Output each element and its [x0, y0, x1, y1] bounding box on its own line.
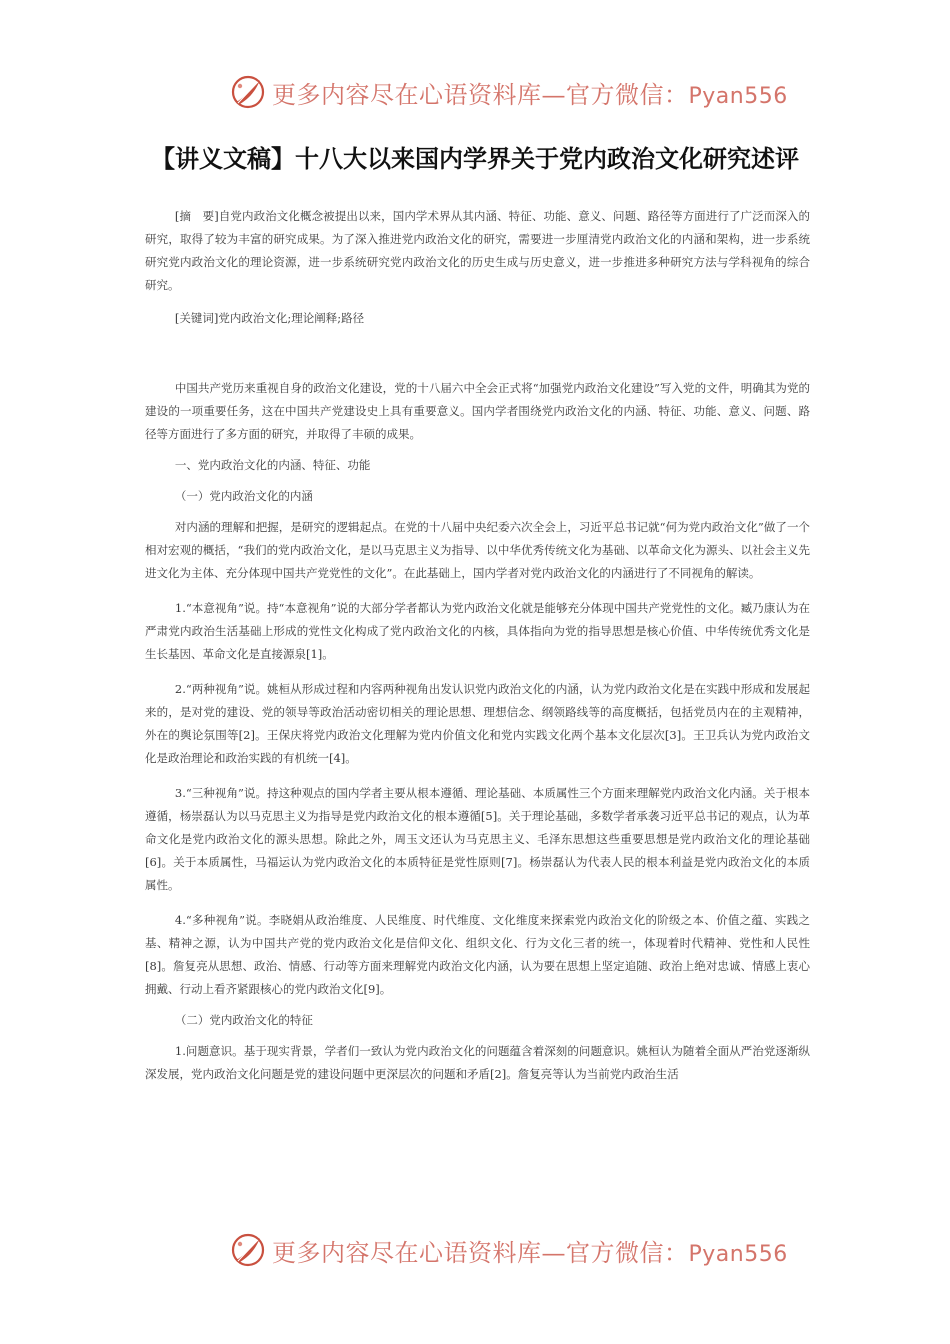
- leaf-pen-logo-icon: [228, 1230, 268, 1270]
- paragraph-feature-1: 1.问题意识。基于现实背景，学者们一致认为党内政治文化的问题蕴含着深刻的问题意识。姚桓认为随着全面从严治党逐渐纵深发展，党内政治文化问题是党的建设问题中更深层次的问题和矛盾[2]。詹复亮等认为当前党内政治生活: [145, 1044, 810, 1081]
- footer-banner: [228, 1228, 788, 1272]
- section-heading-1: 一、党内政治文化的内涵、特征、功能: [174, 458, 371, 472]
- paragraph-view-1: 1.“本意视角”说。持“本意视角”说的大部分学者都认为党内政治文化就是能够充分体现中国共产党党性的文化。臧乃康认为在严肃党内政治生活基础上形成的党性文化构成了党内政治文化的内核，具体指向为党的指导思想是核心价值、中华传统优秀文化是生长基因、革命文化是直接源泉[1]。: [145, 601, 810, 661]
- banner-slogan: 更多内容尽在心语资料库—官方微信：: [272, 1238, 689, 1267]
- document-body: [145, 205, 810, 1086]
- banner-slogan: 更多内容尽在心语资料库—官方微信：: [272, 80, 689, 109]
- abstract-paragraph: [摘 要]自党内政治文化概念被提出以来，国内学术界从其内涵、特征、功能、意义、问题、路径等方面进行了广泛而深入的研究，取得了较为丰富的研究成果。为了深入推进党内政治文化的研究，需要进一步厘清党内政治文化的内涵和架构，进一步系统研究党内政治文化的理论资源，进一步系统研究党内政治文化的历史生成与历史意义，进一步推进多种研究方法与学科视角的综合研究。: [145, 209, 810, 292]
- leaf-pen-logo-icon: [228, 72, 268, 112]
- subsection-heading-1: （一）党内政治文化的内涵: [174, 489, 313, 503]
- paragraph-view-3: 3.“三种视角”说。持这种观点的国内学者主要从根本遵循、理论基础、本质属性三个方面来理解党内政治文化内涵。关于根本遵循，杨崇磊认为以马克思主义为指导是党内政治文化的根本遵循[5]。关于理论基础，多数学者承袭习近平总书记的观点，认为革命文化是党内政治文化的源头思想。除此之外，周玉文还认为马克思主义、毛泽东思想这些重要思想是党内政治文化的理论基础[6]。关于本质属性，马福运认为党内政治文化的本质特征是党性原则[7]。杨崇磊认为代表人民的根本利益是党内政治文化的本质属性。: [145, 786, 810, 892]
- keywords-line: [关键词]党内政治文化;理论阐释;路径: [174, 311, 365, 325]
- paragraph-view-2: 2.“两种视角”说。姚桓从形成过程和内容两种视角出发认识党内政治文化的内涵，认为党内政治文化是在实践中形成和发展起来的，是对党的建设、党的领导等政治活动密切相关的理论思想、理想信念、纲领路线等的高度概括，包括党员内在的主观精神，外在的舆论氛围等[2]。王保庆将党内政治文化理解为党内价值文化和党内实践文化两个基本文化层次[3]。王卫兵认为党内政治文化是政治理论和政治实践的有机统一[4]。: [145, 682, 810, 765]
- banner-text: [272, 1233, 788, 1268]
- banner-brand: Pyan556: [688, 1241, 788, 1267]
- header-banner: [228, 70, 788, 114]
- document-title: 【讲义文稿】十八大以来国内学界关于党内政治文化研究述评: [151, 145, 799, 173]
- banner-text: [272, 75, 788, 110]
- subsection-heading-2: （二）党内政治文化的特征: [174, 1013, 313, 1027]
- paragraph-neihan: 对内涵的理解和把握，是研究的逻辑起点。在党的十八届中央纪委六次全会上，习近平总书记就“何为党内政治文化”做了一个相对宏观的概括，“我们的党内政治文化，是以马克思主义为指导、以中华优秀传统文化为基础、以革命文化为源头、以社会主义先进文化为主体、充分体现中国共产党党性的文化”。在此基础上，国内学者对党内政治文化的内涵进行了不同视角的解读。: [145, 520, 810, 580]
- paragraph-view-4: 4.“多种视角”说。李晓娟从政治维度、人民维度、时代维度、文化维度来探索党内政治文化的阶级之本、价值之蕴、实践之基、精神之源，认为中国共产党的党内政治文化是信仰文化、组织文化、行为文化三者的统一，体现着时代精神、党性和人民性[8]。詹复亮从思想、政治、情感、行动等方面来理解党内政治文化内涵，认为要在思想上坚定追随、政治上绝对忠诚、情感上衷心拥戴、行动上看齐紧跟核心的党内政治文化[9]。: [145, 913, 810, 996]
- intro-paragraph: 中国共产党历来重视自身的政治文化建设，党的十八届六中全会正式将“加强党内政治文化建设”写入党的文件，明确其为党的建设的一项重要任务，这在中国共产党建设史上具有重要意义。国内学者围绕党内政治文化的内涵、特征、功能、意义、问题、路径等方面进行了多方面的研究，并取得了丰硕的成果。: [145, 381, 810, 441]
- banner-brand: Pyan556: [688, 83, 788, 109]
